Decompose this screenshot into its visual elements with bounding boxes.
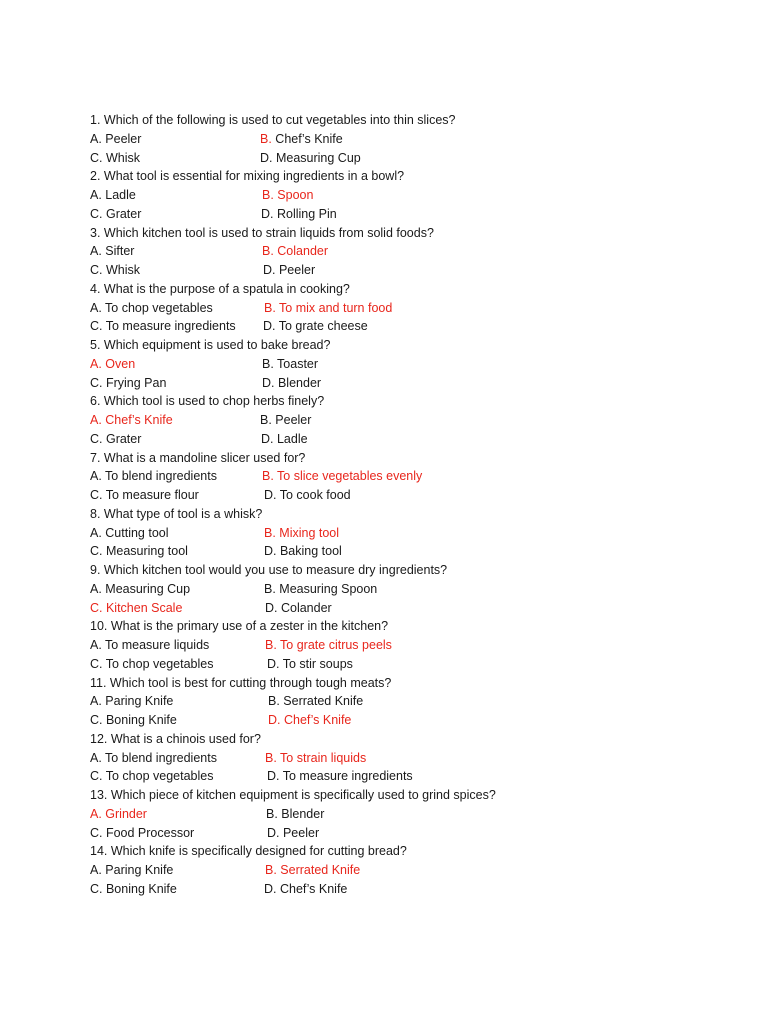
question-prompt: 8. What type of tool is a whisk? (90, 506, 263, 521)
question-5 (90, 336, 730, 392)
answer-option: D. To grate cheese (263, 319, 368, 334)
options-row (90, 130, 730, 149)
options-row (90, 599, 730, 618)
answer-option: D. Baking tool (264, 544, 342, 559)
options-row (90, 242, 730, 261)
answer-option: D. Colander (265, 600, 332, 615)
answer-option: B. To grate citrus peels (265, 638, 392, 652)
options-row (90, 711, 730, 730)
question-1 (90, 111, 730, 167)
answer-option: A. Ladle (90, 188, 136, 202)
options-row (90, 824, 730, 843)
options-row (90, 205, 730, 224)
answer-option: A. To measure liquids (90, 638, 210, 652)
answer-option: B. Serrated Knife (268, 694, 364, 709)
question-prompt: 2. What tool is essential for mixing ingredients in a bowl? (90, 169, 405, 184)
options-row (90, 355, 730, 374)
answer-option: B. Toaster (262, 356, 319, 371)
answer-option: D. To cook food (264, 488, 351, 502)
answer-option: B. Colander (262, 244, 329, 259)
question-prompt: 11. Which tool is best for cutting through tough meats? (90, 675, 392, 690)
options-row (90, 580, 730, 599)
answer-option: B. Serrated Knife (265, 863, 361, 877)
answer-option: A. Peeler (90, 131, 142, 146)
answer-option: D. To measure ingredients (267, 769, 413, 784)
answer-option: D. Rolling Pin (261, 206, 337, 221)
options-row (90, 261, 730, 280)
options-row (90, 636, 730, 655)
options-row (90, 411, 730, 430)
options-row (90, 430, 730, 449)
question-prompt: 4. What is the purpose of a spatula in cooking? (90, 281, 350, 296)
options-row (90, 149, 730, 168)
question-8 (90, 505, 730, 561)
answer-option: C. Frying Pan (90, 375, 167, 390)
question-prompt: 3. Which kitchen tool is used to strain liquids from solid foods? (90, 225, 434, 240)
question-3 (90, 224, 730, 280)
question-prompt: 5. Which equipment is used to bake bread? (90, 338, 331, 352)
question-prompt: 10. What is the primary use of a zester in the kitchen? (90, 619, 389, 634)
question-prompt: 14. Which knife is specifically designed for cutting bread? (90, 844, 407, 859)
answer-option: D. Chef’s Knife (264, 881, 348, 896)
answer-option (260, 130, 343, 149)
options-row (90, 805, 730, 824)
quiz-list (90, 111, 730, 899)
question-7 (90, 449, 730, 505)
answer-option: A. Oven (90, 356, 136, 371)
options-row (90, 861, 730, 880)
question-6 (90, 392, 730, 448)
option-text: Chef’s Knife (271, 131, 343, 146)
answer-option: C. Boning Knife (90, 881, 177, 896)
answer-option: C. Boning Knife (90, 713, 177, 727)
answer-option: A. Cutting tool (90, 525, 169, 540)
answer-option: C. To measure flour (90, 488, 199, 502)
options-row (90, 749, 730, 768)
options-row (90, 655, 730, 674)
answer-option: A. To chop vegetables (90, 300, 213, 315)
answer-option: B. Spoon (262, 188, 314, 202)
answer-option: A. Grinder (90, 806, 147, 821)
answer-option: A. Paring Knife (90, 694, 174, 709)
answer-option: C. Grater (90, 431, 142, 446)
answer-option: B. Blender (266, 806, 325, 821)
options-row (90, 317, 730, 336)
options-row (90, 524, 730, 543)
answer-option: C. Measuring tool (90, 544, 188, 559)
question-9 (90, 561, 730, 617)
answer-option: B. Measuring Spoon (264, 581, 378, 596)
answer-option: A. To blend ingredients (90, 750, 217, 765)
answer-option: D. Chef’s Knife (268, 713, 352, 727)
question-12 (90, 730, 730, 786)
answer-option: C. Kitchen Scale (90, 600, 183, 615)
answer-option: A. Sifter (90, 244, 135, 259)
answer-option: A. Measuring Cup (90, 581, 191, 596)
answer-option: D. Measuring Cup (260, 150, 361, 165)
question-2 (90, 167, 730, 223)
options-row (90, 486, 730, 505)
answer-option: D. To stir soups (267, 656, 353, 671)
answer-option: C. To measure ingredients (90, 319, 236, 334)
question-4 (90, 280, 730, 336)
question-prompt: 6. Which tool is used to chop herbs finely? (90, 394, 325, 409)
options-row (90, 692, 730, 711)
answer-option: A. To blend ingredients (90, 469, 217, 484)
option-letter: B. (260, 131, 272, 146)
question-13 (90, 786, 730, 842)
options-row (90, 186, 730, 205)
answer-option: C. Food Processor (90, 825, 195, 840)
answer-option: D. Ladle (261, 431, 308, 446)
answer-option: B. Peeler (260, 413, 312, 427)
question-prompt: 9. Which kitchen tool would you use to measure dry ingredients? (90, 563, 448, 577)
question-prompt: 13. Which piece of kitchen equipment is specifically used to grind spices? (90, 788, 496, 802)
options-row (90, 467, 730, 486)
question-14 (90, 842, 730, 898)
options-row (90, 374, 730, 393)
answer-option: D. Blender (262, 375, 322, 390)
options-row (90, 299, 730, 318)
answer-option: B. To mix and turn food (264, 300, 393, 315)
answer-option: B. To strain liquids (265, 750, 367, 765)
question-11 (90, 674, 730, 730)
options-row (90, 542, 730, 561)
options-row (90, 880, 730, 899)
answer-option: B. Mixing tool (264, 525, 340, 540)
question-10 (90, 617, 730, 673)
question-prompt: 12. What is a chinois used for? (90, 731, 261, 746)
answer-option: C. Whisk (90, 150, 140, 165)
answer-option: A. Paring Knife (90, 863, 174, 877)
answer-option: C. To chop vegetables (90, 656, 214, 671)
question-prompt: 7. What is a mandoline slicer used for? (90, 450, 306, 465)
answer-option: D. Peeler (267, 825, 320, 840)
answer-option: D. Peeler (263, 263, 316, 277)
question-prompt: 1. Which of the following is used to cut vegetables into thin slices? (90, 113, 456, 127)
answer-option: C. Grater (90, 206, 142, 221)
answer-option: C. Whisk (90, 263, 140, 277)
options-row (90, 767, 730, 786)
answer-option: B. To slice vegetables evenly (262, 469, 423, 484)
answer-option: C. To chop vegetables (90, 769, 214, 784)
answer-option: A. Chef’s Knife (90, 413, 173, 427)
